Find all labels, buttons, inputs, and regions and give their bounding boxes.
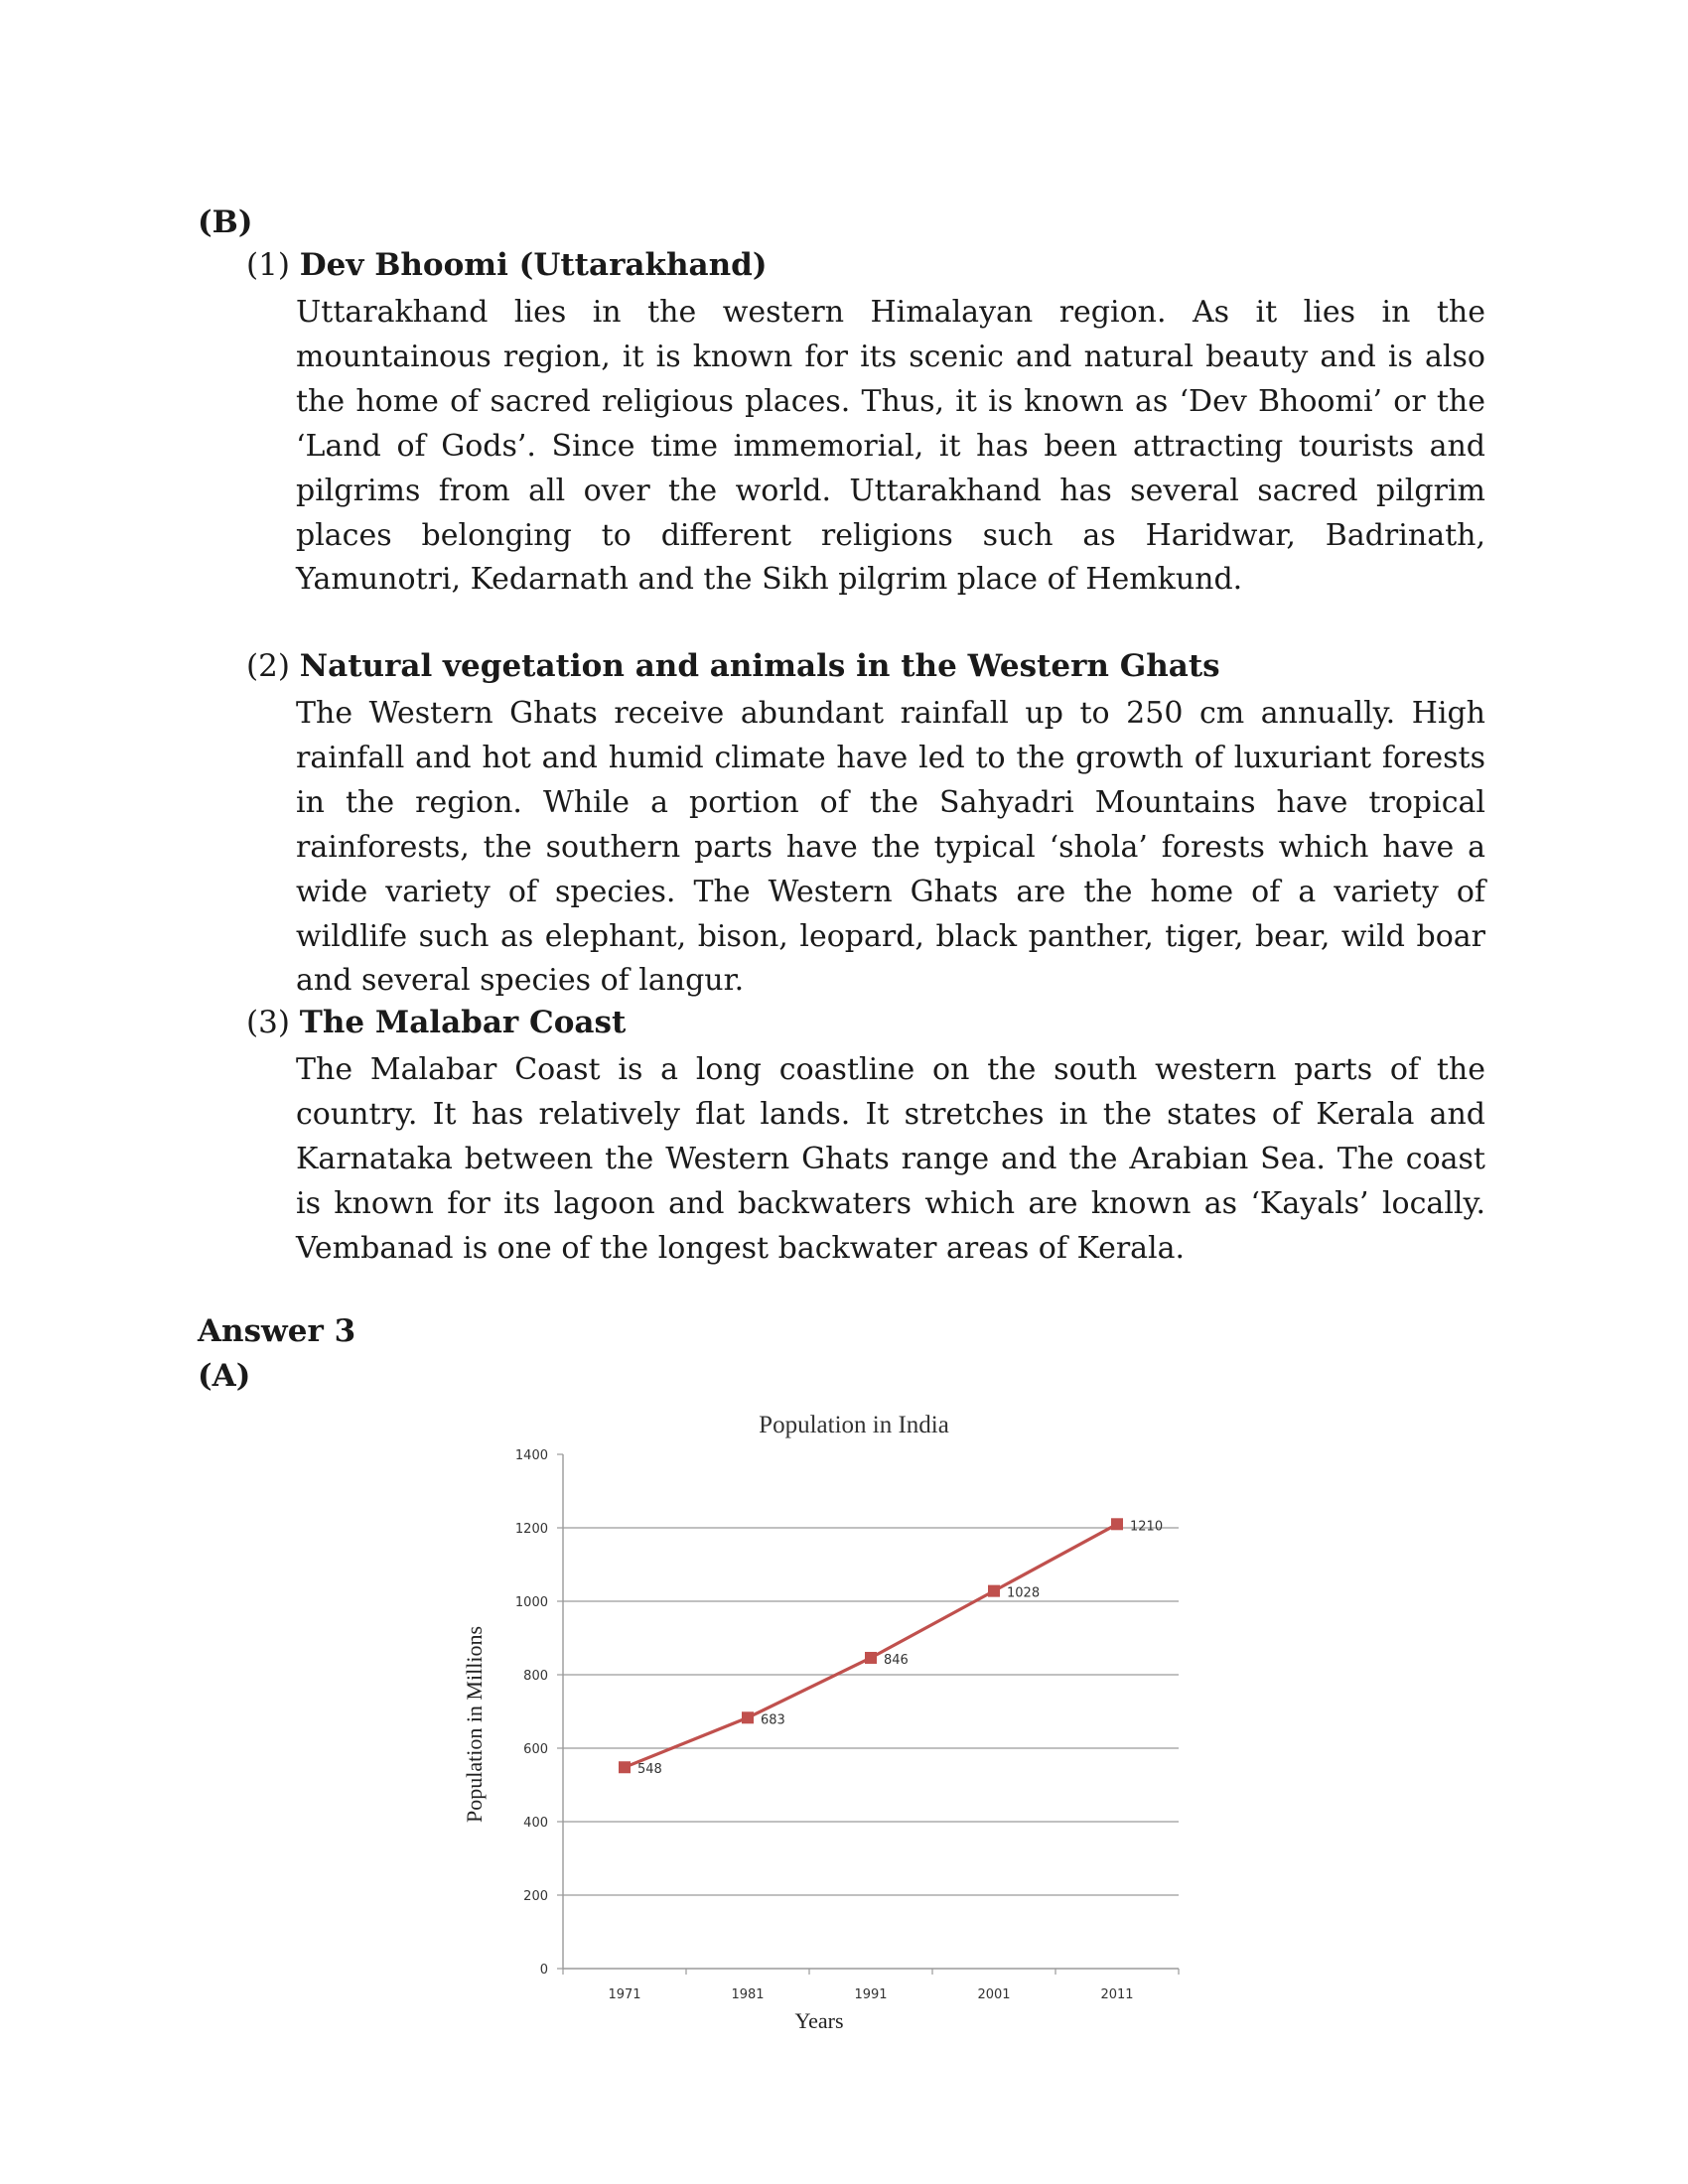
y-tick-label: 1000 [514,1595,548,1610]
section-body: Uttarakhand lies in the western Himalayan region. As it lies in the mountainous region, it is known for its scenic and natural beauty and is also the home of sacred religious places. Thus, it is known as ‘Dev Bhoomi’ or the ‘Land of Gods’. Since time immemorial, it has been attracting tourists and pilgrims from all over the world. Uttarakhand has several sacred pilgrim places belonging to different religions such as Haridwar, Badrinath, Yamunotri, Kedarnath and the Sikh pilgrim place of Hemkund. [296,295,1485,598]
population-chart [437,1395,1231,2060]
data-label: 683 [761,1712,785,1728]
x-axis-label: Years [794,2008,844,2033]
data-point [988,1585,1000,1597]
x-tick-label: 2011 [1100,1987,1134,2002]
section-heading [246,247,768,283]
section-title: Natural vegetation and animals in the Western Ghats [299,648,1220,684]
y-tick-label: 800 [523,1669,548,1684]
series-line [625,1524,1117,1767]
y-tick-label: 600 [523,1742,548,1757]
x-tick-label: 2001 [977,1987,1011,2002]
data-point [1111,1518,1123,1530]
data-label: 548 [637,1762,662,1778]
y-tick-label: 1400 [514,1448,548,1463]
section-number: (1) [246,247,290,283]
data-label: 1210 [1130,1519,1164,1535]
section-heading [246,1005,626,1040]
y-tick-label: 200 [523,1889,548,1904]
population-chart-svg [437,1395,1231,2060]
x-tick-label: 1971 [608,1987,641,2002]
y-tick-label: 0 [539,1963,548,1978]
data-label: 1028 [1007,1585,1041,1601]
y-tick-label: 1200 [514,1522,548,1537]
section-number: (3) [246,1005,290,1040]
section-title: Dev Bhoomi (Uttarakhand) [299,247,768,283]
data-point [619,1761,631,1773]
x-tick-label: 1981 [731,1987,765,2002]
section-title: The Malabar Coast [299,1005,627,1040]
answer-heading: Answer 3 [198,1313,356,1349]
section-number: (2) [246,648,290,684]
data-label: 846 [884,1652,909,1668]
y-tick-label: 400 [523,1816,548,1831]
section-body: The Malabar Coast is a long coastline on the south western parts of the country. It has relatively flat lands. It stretches in the states of Kerala and Karnataka between the Western Ghats range and the Arabian Sea. The coast is known for its lagoon and backwaters which are known as ‘Kayals’ locally. Vembanad is one of the longest backwater areas of Kerala. [296,1052,1485,1266]
chart-title: Population in India [759,1412,949,1438]
section-body: The Western Ghats receive abundant rainfall up to 250 cm annually. High rainfall and hot and humid climate have led to the growth of luxuriant forests in the region. While a portion of the Sahyadri Mountains have tropical rainforests, the southern parts have the typical ‘shola’ forests which have a wide variety of species. The Western Ghats are the home of a variety of wildlife such as elephant, bison, leopard, black panther, tiger, bear, wild boar and several species of langur. [296,696,1485,999]
data-point [865,1652,877,1664]
y-axis-label: Population in Millions [462,1625,487,1824]
section-heading [246,648,1220,684]
part-a-label: (A) [198,1358,251,1394]
data-point [742,1711,754,1723]
part-b-label: (B) [198,205,253,240]
chart-plot-area [515,1448,1179,2002]
x-tick-label: 1991 [854,1987,888,2002]
